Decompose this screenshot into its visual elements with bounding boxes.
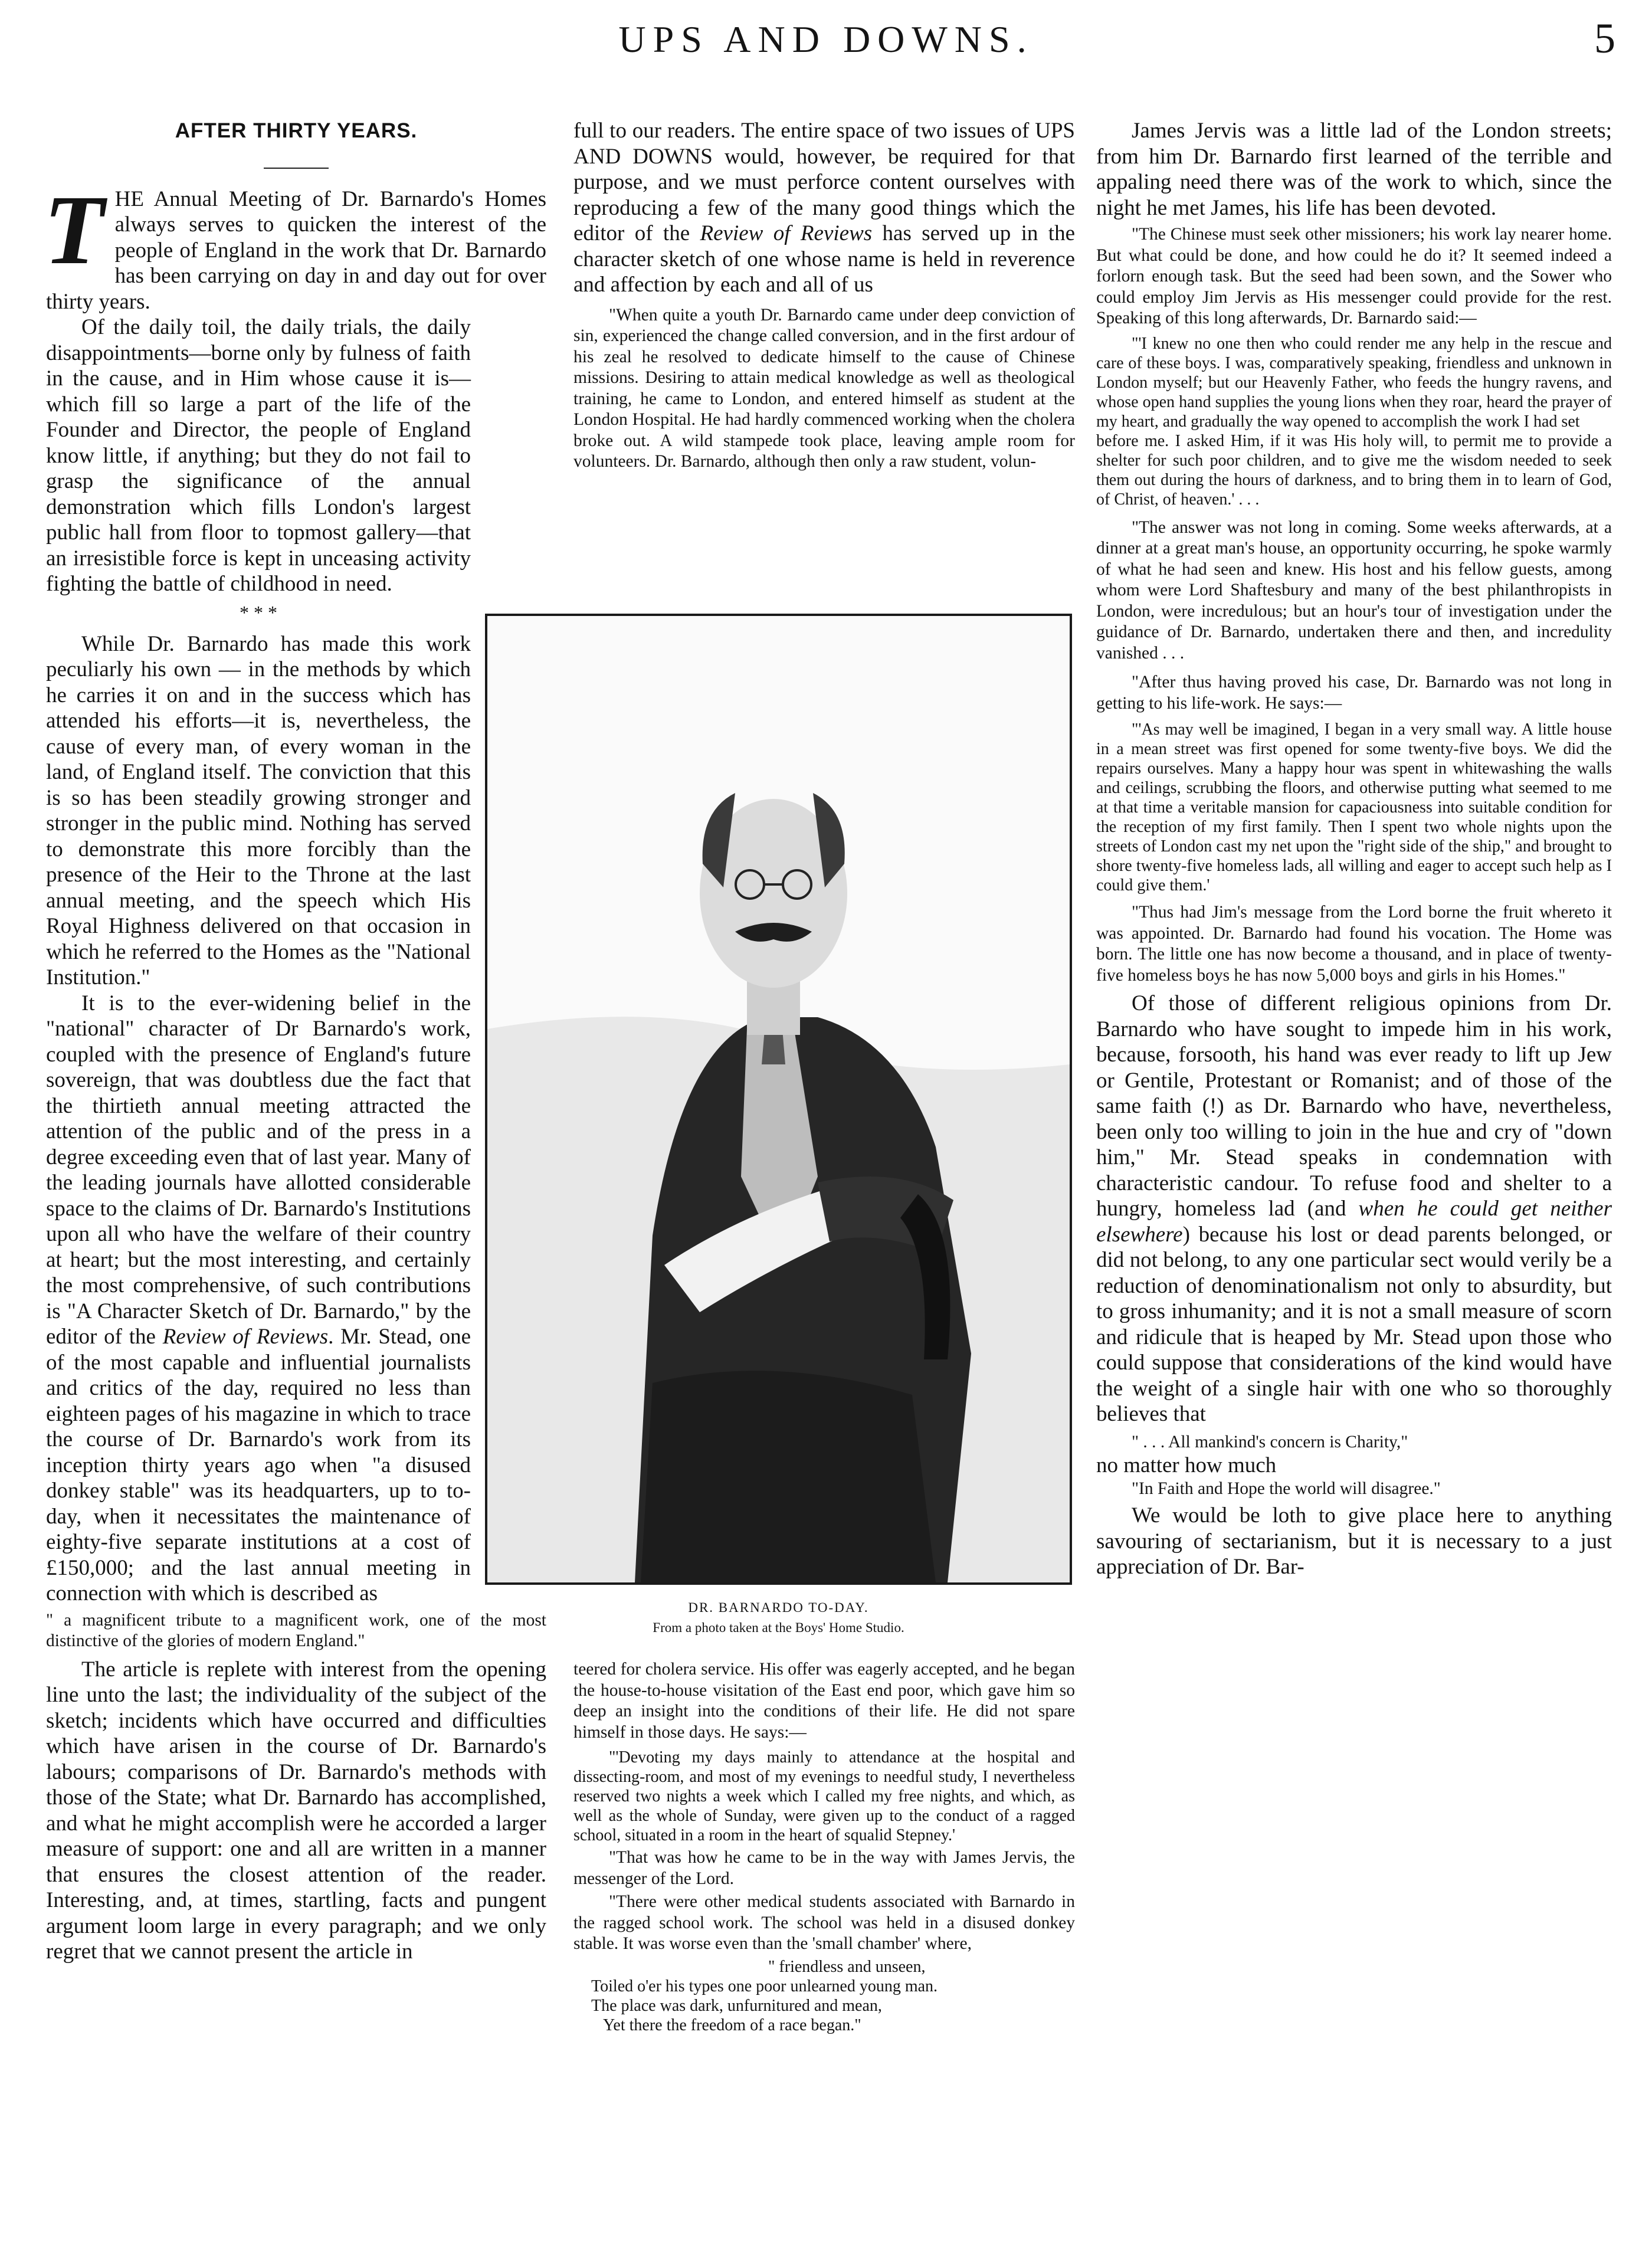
poem-line-3: The place was dark, unfurnitured and mean,	[591, 1996, 882, 2015]
review-of-reviews-title: Review of Reviews	[162, 1325, 329, 1349]
col3-paragraph-2	[1096, 991, 1612, 1427]
col1-quote: " a magnificent tribute to a magnificent work, one of the most distinctive of the glories of modern England."	[46, 1610, 546, 1650]
col2-quote-4: "That was how he came to be in the way with James Jervis, the messenger of the Lord.	[573, 1848, 1075, 1888]
photo-caption	[485, 1598, 1072, 1638]
col2-quote-1: "When quite a youth Dr. Barnardo came under deep conviction of sin, experienced the change called conversion, and in the first ardour of his zeal he resolved to dedicate himself to the cause of Chinese missions. Desiring to attain medical knowledge as well as theological training, he came to London, and entered himself as student at the London Hospital. He had hardly commenced working when the cholera broke out. A wild stampede took place, leaving ample room for volunteers. Dr. Barnardo, although then only a raw student, volun-	[573, 305, 1075, 471]
col2-quote-2: teered for cholera service. His offer was eagerly accepted, and he began the house-to-house visitation of the East end poor, which gave him so deep an insight into the conditions of their life. He did not spare himself in those days. He says:—	[573, 1660, 1075, 1742]
col1-paragraph-4	[46, 991, 471, 1607]
running-title: UPS AND DOWNS.	[618, 18, 1034, 60]
article-title: AFTER THIRTY YEARS.	[175, 119, 418, 142]
page-number: 5	[1594, 15, 1615, 62]
column-2-top	[573, 118, 1075, 473]
col3-quote-1: "The Chinese must seek other missioners; his work lay nearer home. But what could be done, and how could he do it? It seemed indeed a forlorn enough task. But the seed had been sown, and the Sower who could employ Jim Jervis as His messenger could provide for the rest. Speaking of this long afterwards, Dr. Barnardo said:—	[1096, 225, 1612, 327]
title-rule	[264, 168, 329, 169]
col3-quote-6: "Thus had Jim's message from the Lord borne the fruit whereto it was appointed. Dr. Barnardo had found his vocation. The Home was born. The little one has now become a thousand, and in place of twenty-five homeless boys he has now 5,000 boys and girls in his Homes."	[1096, 903, 1612, 985]
col2-quote-5: "There were other medical students associated with Barnardo in the ragged school work. The school was held in a disused donkey stable. It was worse even than the 'small chamber' where,	[573, 1892, 1075, 1953]
col3-quote-5: "'As may well be imagined, I began in a very small way. A little house in a mean street was first opened for some twenty-five boys. We did the repairs ourselves. Many a happy hour was spent in whitewashing the walls and ceilings, scrubbing the floors, and otherwise putting what seemed to me at that time a veritable mansion for capaciousness into suitable condition for the reception of my first family. Then I spent two whole nights upon the streets of London cast my net upon the "right side of the ship," and brought to shore twenty-five homeless lads, all willing and eager to accept such help as I could give them.'	[1096, 720, 1612, 894]
col1-paragraph-2: Of the daily toil, the daily trials, the daily disappointments—borne only by fulness of faith in the cause, and in Him whose cause it is—which fill so large a part of the life of the Founder and Director, the people of England know little, if anything; but they do not fail to grasp the significance of the annual demonstration which fills London's largest public hall from floor to topmost gallery—that an irresistible force is kept in unceasing activity fighting the battle of childhood in need.	[46, 315, 471, 596]
col1-paragraph-4-text-b: . Mr. Stead, one of the most capable and influential journalists and critics of the day, required no less than eighteen pages of his magazine in which to trace the course of Dr. Barnardo's work from its inception thirty years ago when "a disused donkey stable" was its headquarters, up to to-day, when it necessitates the maintenance of eighty-five separate institutions at a cost of £150,000; and the last annual meeting in connection with which is described as	[46, 1325, 471, 1605]
poem-block	[573, 1957, 1075, 2035]
col3-quote-4: "After thus having proved his case, Dr. Barnardo was not long in getting to his life-work. He says:—	[1096, 673, 1612, 713]
col3-paragraph-2-text-b: ) because his lost or dead parents belonged, or did not belong, to any one particular sect would verily be a reduction of denominationalism not only to absurdity, but to gross inhumanity; and it is not a small measure of scorn and ridicule that is heaped by Mr. Stead upon those who could suppose that considerations of the kind would have the weight of a single hair with one who so thoroughly believes that	[1096, 1222, 1612, 1426]
col3-quote-2: "'I knew no one then who could render me any help in the rescue and care of these boys. I was, comparatively speaking, friendless and unknown in London myself; but our Heavenly Father, who feeds the hungry ravens, and whose open hand supplies the young lions when they roar, heard the prayer of my heart, and gradually the way opened to accomplish the work I had set	[1096, 334, 1612, 431]
review-of-reviews-title-2: Review of Reviews	[700, 221, 873, 245]
poem-line-1: " friendless and unseen,	[768, 1957, 926, 1976]
col1-paragraph-1: HE Annual Meeting of Dr. Barnardo's Homes always serves to quicken the interest of the people of England in the work that Dr. Barnardo has been carrying on day in and day out for over thirty years.	[46, 186, 546, 314]
poem-line-2: Toiled o'er his types one poor unlearned young man.	[591, 1977, 938, 1995]
caption-credit: From a photo taken at the Boys' Home Studio.	[653, 1620, 904, 1635]
col1-paragraph-3: While Dr. Barnardo has made this work peculiarly his own — in the methods by which he carries it on and in the success which has attended his efforts—it is, nevertheless, the cause of every man, of every woman in the land, of England itself. The conviction that this is so has been steadily growing stronger and stronger in the public mind. Nothing has served to demonstrate this more forcibly than the presence of the Heir to the Throne at the last annual meeting, and the speech which His Royal Highness delivered on that occasion in which he referred to the Homes as the "National Institution."	[46, 631, 471, 989]
col1-paragraph-4-text: It is to the ever-widening belief in the "national" character of Dr Barnardo's work, coupled with the presence of England's future sovereign, that was doubtless due the fact that the thirtieth annual meeting attracted the attention of the public and of the press in a degree exceeding even that of last year. Many of the leading journals have allotted considerable space to the claims of Dr. Barnardo's Institutions upon all who have the welfare of their country at heart; but the most interesting, and certainly the most comprehensive, of such contributions is "A Character Sketch of Dr. Barnardo," by the editor of the	[46, 991, 471, 1349]
caption-title: DR. BARNARDO TO-DAY.	[688, 1600, 869, 1615]
col3-italic-aside: when he could get neither elsewhere	[1096, 1197, 1612, 1247]
col2-quote-3: "'Devoting my days mainly to attendance at the hospital and dissecting-room, and most of my evenings to needful study, I nevertheless reserved two nights a week which I called my free nights, and which, as well as the whole of Sunday, were given up to the conduct of a ragged school, situated in a room in the heart of squalid Stepney.'	[573, 1748, 1075, 1844]
col3-paragraph-2-text: Of those of different religious opinions from Dr. Barnardo who have sought to impede him in his work, because, forsooth, his hand was ever ready to lift up Jew or Gentile, Protestant or Romanist; and of those of the same faith (!) as Dr. Barnardo who have, nevertheless, been only too willing to join in the hue and cry of "down him," Mr. Stead speaks in condemnation with characteristic candour. To refuse food and shelter to a hungry, homeless lad (and	[1096, 991, 1612, 1221]
col3-quote-2b: before me. I asked Him, if it was His holy will, to permit me to provide a shelter for such poor children, and to give me the wisdom needed to seek them out during the hours of darkness, and to bring them in to learn of God, of Christ, of heaven.' . . .	[1096, 431, 1612, 509]
portrait-photo	[485, 614, 1072, 1585]
col3-verse-1: " . . . All mankind's concern is Charity,"	[1132, 1432, 1408, 1451]
col3-verse-mid: no matter how much	[1096, 1453, 1277, 1477]
col3-verse-2: "In Faith and Hope the world will disagree."	[1132, 1479, 1441, 1498]
column-2-bottom	[573, 1659, 1075, 2035]
column-1	[46, 118, 546, 1965]
col1-paragraph-5: The article is replete with interest from the opening line unto the last; the individuality of the subject of the sketch; incidents which have occurred and difficulties which have arisen in the course of Dr. Barnardo's labours; comparisons of Dr. Barnardo's methods with those of the State; what Dr. Barnardo has accomplished, and what he might accomplish were he accorded a larger measure of support: one and all are written in a manner that ensures the closest attention of the reader. Interesting, and, at times, startling, facts and pungent argument loom large in every paragraph; and we only regret that we cannot present the article in	[46, 1657, 546, 1964]
poem-line-4: Yet there the freedom of a race began."	[603, 2016, 861, 2034]
portrait-illustration	[487, 616, 1070, 1582]
drop-cap: T	[44, 175, 104, 285]
col2-paragraph-1-text-b: has served up in the character sketch of one whose name is held in reverence and affection by each and all of us	[573, 221, 1076, 297]
col2-paragraph-1-text: full to our readers. The entire space of two issues of UPS AND DOWNS would, however, be required for that purpose, and we must perforce content ourselves with reproducing a few of the many good things which the editor of the	[573, 119, 1075, 245]
col2-paragraph-1	[573, 118, 1075, 298]
column-3	[1096, 118, 1612, 1580]
col3-paragraph-3: We would be loth to give place here to anything savouring of sectarianism, but it is necessary to a just appreciation of Dr. Bar-	[1096, 1503, 1612, 1579]
col3-paragraph-1: James Jervis was a little lad of the London streets; from him Dr. Barnardo first learned of the terrible and appaling need there was of the work to which, since the night he met James, his life has been devoted.	[1096, 119, 1612, 220]
asterism-divider: * * *	[240, 601, 277, 623]
col3-quote-3: "The answer was not long in coming. Some weeks afterwards, at a dinner at a great man's house, an opportunity occurring, he spoke warmly of what he had seen and knew. His host and his fellow guests, among whom were Lord Shaftesbury and many of the best philanthropists in London, were incredulous; but an hour's tour of investigation under the guidance of Dr. Barnardo, undertaken there and then, and incredulity vanished . . .	[1096, 517, 1612, 663]
